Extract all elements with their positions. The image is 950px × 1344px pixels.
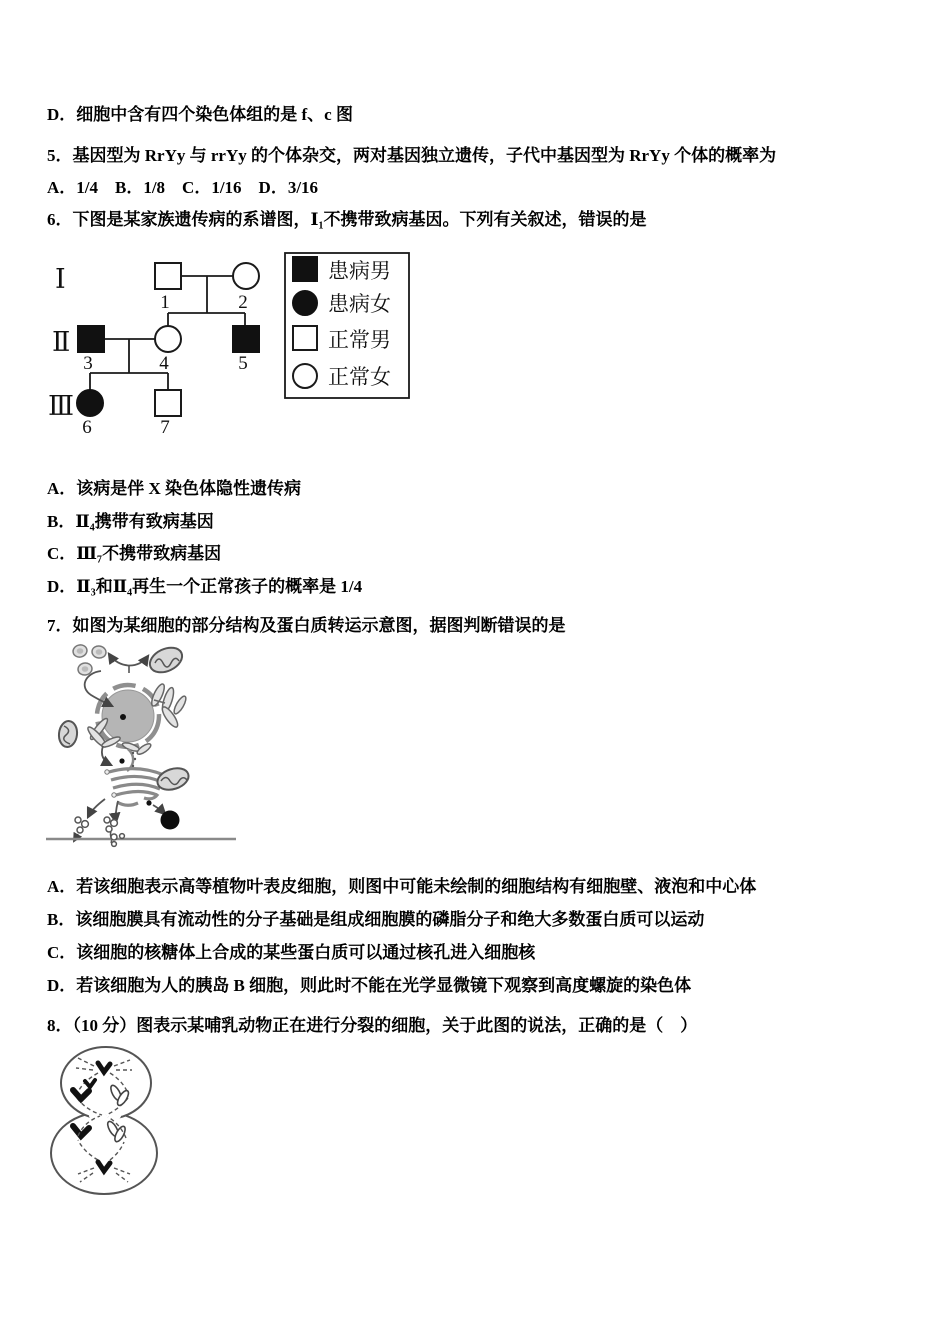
ribosome-dot (119, 758, 124, 763)
individual-1-normal-male (155, 263, 181, 289)
cell-protein-transport-figure (45, 643, 240, 855)
arrow-er-to-golgi (102, 746, 111, 765)
question6-option-b: B．Ⅱ₄携带有致病基因 (47, 512, 214, 531)
individual-5-affected-male (233, 326, 259, 352)
legend-label-normal-male: 正常男 (328, 328, 391, 352)
individual-number-7: 7 (160, 417, 170, 438)
generation-label-3: Ⅲ (48, 391, 75, 421)
mitochondrion-right (155, 765, 192, 794)
question7-option-c: C．该细胞的核糖体上合成的某些蛋白质可以通过核孔进入细胞核 (47, 943, 536, 962)
question7-option-d: D．若该细胞为人的胰岛 B 细胞，则此时不能在光学显微镜下观察到高度螺旋的染色体 (47, 976, 692, 995)
individual-number-2: 2 (238, 292, 248, 313)
secreted-vesicles-middle (104, 817, 117, 846)
question7-option-a: A．若该细胞表示高等植物叶表皮细胞，则图中可能未绘制的细胞结构有细胞壁、液泡和中心体 (47, 877, 757, 896)
question5-options: A．1/4 B．1/8 C．1/16 D．3/16 (47, 178, 319, 197)
mitochondrion-left (58, 720, 79, 748)
individual-3-affected-male (78, 326, 104, 352)
individual-7-normal-male (155, 390, 181, 416)
legend-open-square-icon (293, 326, 317, 350)
individual-number-3: 3 (83, 353, 93, 374)
pedigree-legend (285, 253, 409, 398)
question6-option-d: D．Ⅱ₃和Ⅱ₄再生一个正常孩子的概率是 1/4 (47, 577, 363, 596)
arrow-golgi-down (116, 801, 118, 822)
question8-stem: 8．（10 分）图表示某哺乳动物正在进行分裂的细胞，关于此图的说法，正确的是（ ） (47, 1016, 698, 1035)
generation-label-2: Ⅱ (52, 327, 71, 357)
mitochondrion-top (146, 643, 186, 677)
plasma-membrane (46, 834, 236, 840)
question7-option-b: B．该细胞膜具有流动性的分子基础是组成细胞膜的磷脂分子和绝大多数蛋白质可以运动 (47, 910, 705, 929)
legend-open-circle-icon (293, 364, 317, 388)
legend-label-affected-male: 患病男 (328, 259, 391, 283)
question7-stem: 7．如图为某细胞的部分结构及蛋白质转运示意图，据图判断错误的是 (47, 616, 566, 635)
legend-filled-square-icon (293, 257, 317, 281)
question6-option-c: C．Ⅲ₇不携带致病基因 (47, 544, 222, 563)
vesicle-dot (146, 800, 151, 805)
legend-label-affected-female: 患病女 (328, 292, 391, 316)
nucleolus-dot (120, 714, 126, 720)
arrow-golgi-left (88, 799, 105, 817)
dividing-cell-figure (48, 1042, 163, 1200)
individual-6-affected-female (77, 390, 103, 416)
question6-stem: 6．下图是某家族遗传病的系谱图，Ⅰ₁不携带致病基因。下列有关叙述，错误的是 (47, 210, 647, 229)
secreted-vesicles-left (74, 817, 88, 841)
lysosome (161, 811, 180, 830)
individual-number-6: 6 (82, 417, 92, 438)
transport-arrow-top (109, 654, 148, 666)
vesicle-blobs (72, 643, 107, 676)
generation-label-1: Ⅰ (55, 264, 66, 294)
arrow-to-lysosome (153, 805, 165, 814)
legend-filled-circle-icon (293, 291, 317, 315)
individual-number-5: 5 (238, 353, 248, 374)
individual-2-normal-female (233, 263, 259, 289)
legend-label-normal-female: 正常女 (328, 365, 391, 389)
individual-number-4: 4 (159, 353, 169, 374)
question4-option-d: D．细胞中含有四个染色体组的是 f、c 图 (47, 105, 353, 124)
question5-stem: 5．基因型为 RrYy 与 rrYy 的个体杂交，两对基因独立遗传，子代中基因型为 RrYy 个体的概率为 (47, 146, 777, 165)
question6-option-a: A．该病是伴 X 染色体隐性遗传病 (47, 479, 302, 498)
individual-4-normal-female (155, 326, 181, 352)
pedigree-figure (45, 252, 415, 444)
endoplasmic-reticulum-right (149, 682, 188, 729)
individual-number-1: 1 (160, 292, 170, 313)
